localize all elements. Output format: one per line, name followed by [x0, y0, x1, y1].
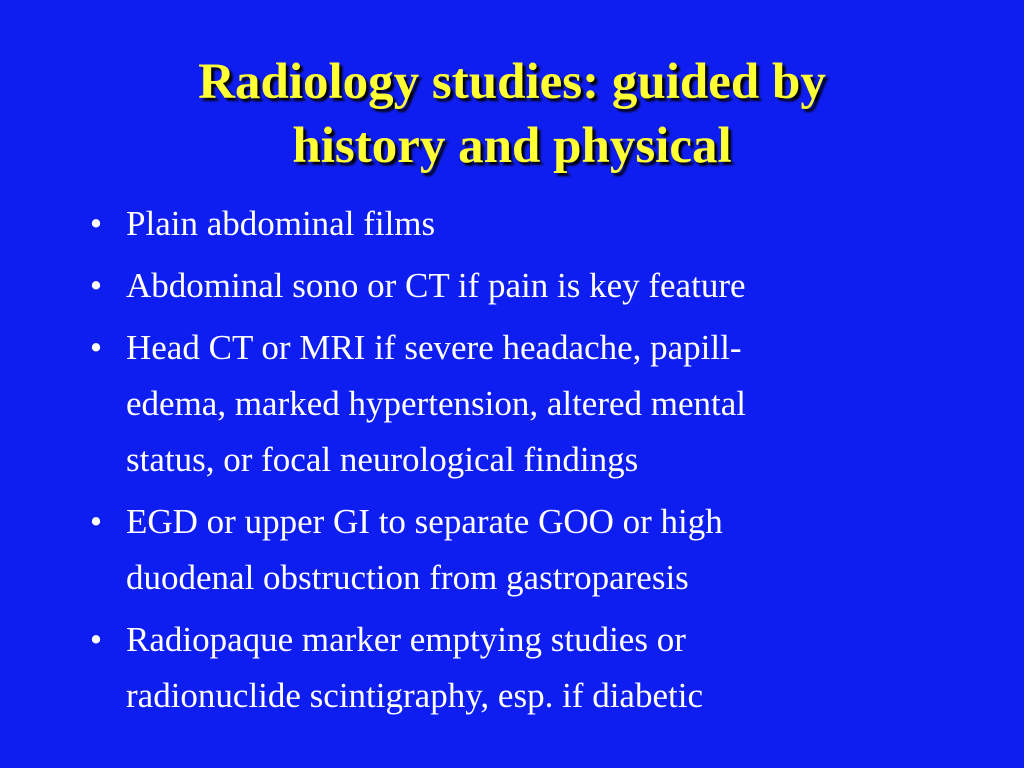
title-line-1: Radiology studies: guided by	[198, 54, 826, 110]
bullet-item	[86, 196, 986, 252]
bullet-text: edema, marked hypertension, altered mental	[126, 384, 747, 423]
bullet-dot-icon: •	[89, 502, 103, 541]
bullet-text: Plain abdominal films	[126, 204, 436, 243]
bullet-text: status, or focal neurological findings	[126, 440, 639, 479]
title-line-2: history and physical	[292, 118, 732, 174]
bullet-dot-icon: •	[89, 266, 103, 305]
bullet-item	[86, 612, 986, 724]
bullet-item	[86, 494, 986, 606]
bullet-text: radionuclide scintigraphy, esp. if diabetic	[126, 676, 703, 715]
bullet-dot-icon: •	[89, 328, 103, 367]
bullet-list	[86, 196, 986, 730]
bullet-dot-icon: •	[89, 620, 103, 659]
bullet-dot-icon: •	[89, 204, 103, 243]
bullet-text: Abdominal sono or CT if pain is key feature	[126, 266, 746, 305]
bullet-text: Radiopaque marker emptying studies or	[126, 620, 686, 659]
bullet-item	[86, 258, 986, 314]
bullet-text: Head CT or MRI if severe headache, papill-	[126, 328, 742, 367]
bullet-item	[86, 320, 986, 488]
slide-title	[40, 50, 984, 178]
bullet-text: EGD or upper GI to separate GOO or high	[126, 502, 723, 541]
bullet-text: duodenal obstruction from gastroparesis	[126, 558, 689, 597]
